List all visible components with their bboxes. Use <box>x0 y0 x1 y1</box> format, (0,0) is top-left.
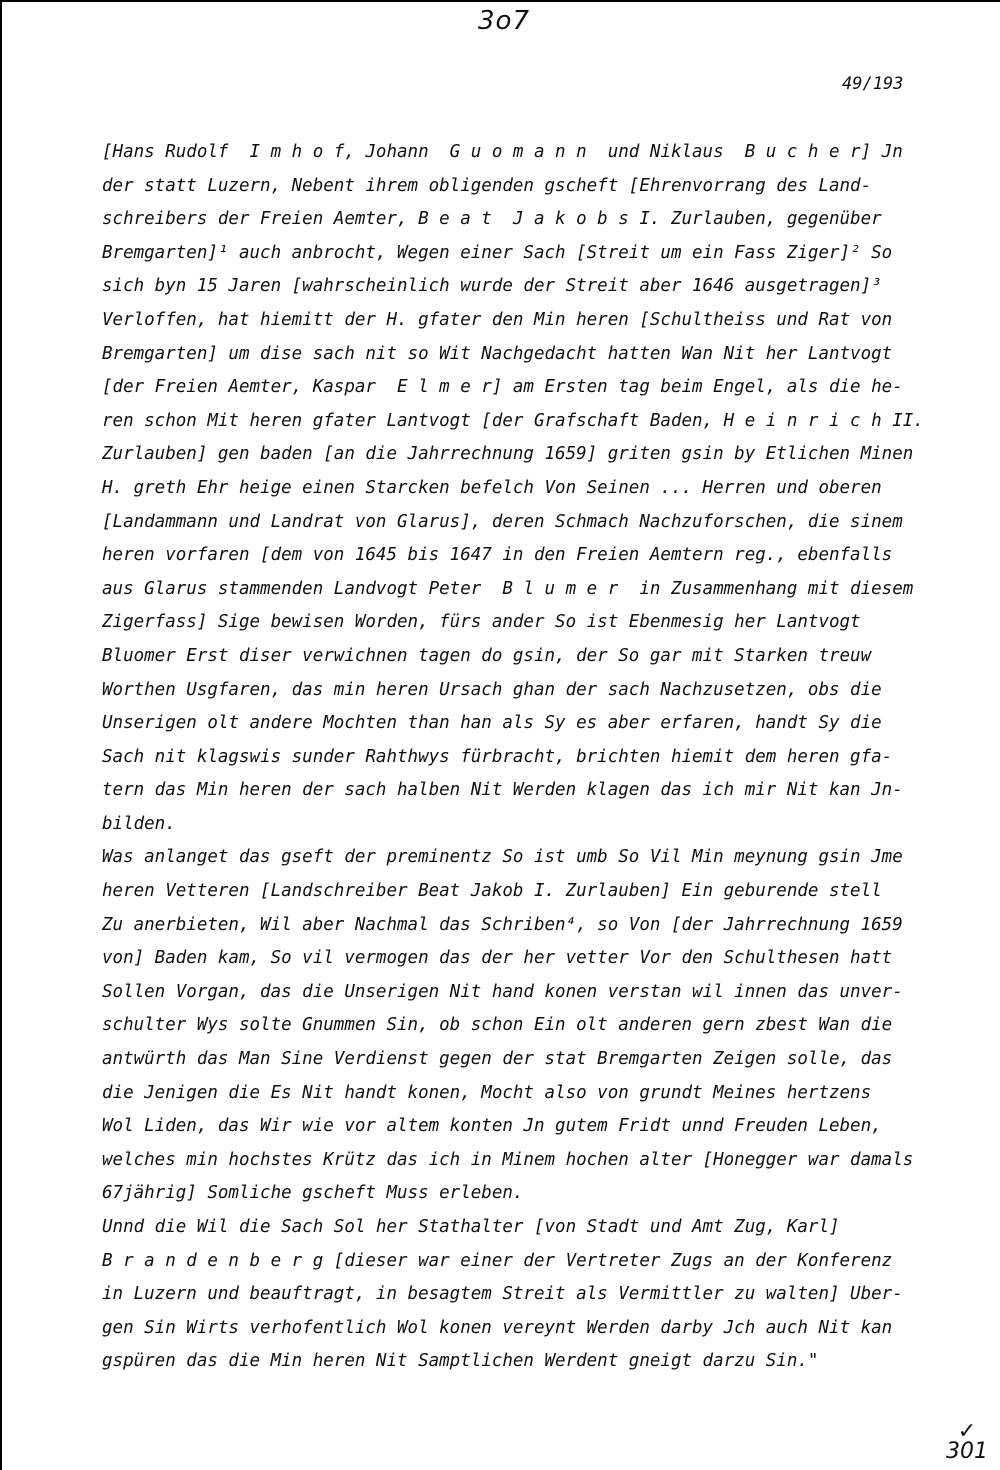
page-stamp <box>946 1419 988 1464</box>
text-line: Wol Liden, das Wir wie vor altem konten Jn gutem Fridt unnd Freuden Leben, <box>102 1116 882 1137</box>
text-line: der statt Luzern, Nebent ihrem obligenden gscheft [Ehrenvorrang des Land- <box>102 175 872 196</box>
text-line: aus Glarus stammenden Landvogt Peter B l u m e r in Zusammenhang mit diesem <box>102 578 914 599</box>
text-line: [Landammann und Landrat von Glarus], deren Schmach Nachzuforschen, die sinem <box>102 511 903 532</box>
text-line: B r a n d e n b e r g [dieser war einer der Vertreter Zugs an der Konferenz <box>102 1250 893 1271</box>
text-line: Sollen Vorgan, das die Unserigen Nit hand konen verstan wil innen das unver- <box>102 981 903 1002</box>
text-line: von] Baden kam, So vil vermogen das der her vetter Vor den Schulthesen hatt <box>102 948 893 969</box>
top-border-line <box>0 0 1000 2</box>
text-line: Sach nit klagswis sunder Rahthwys fürbracht, brichten hiemit dem heren gfa- <box>102 746 893 767</box>
text-line: [der Freien Aemter, Kaspar E l m e r] am Ersten tag beim Engel, als die he- <box>102 377 903 398</box>
text-line: Zigerfass] Sige bewisen Worden, fürs ander So ist Ebenmesig her Lantvogt <box>102 612 861 633</box>
text-line: gspüren das die Min heren Nit Samptlichen Werdent gneigt darzu Sin." <box>102 1351 819 1372</box>
text-line: Bluomer Erst diser verwichnen tagen do gsin, der So gar mit Starken treuw <box>102 645 872 666</box>
archive-number: 3o7 <box>478 6 530 36</box>
text-line: sich byn 15 Jaren [wahrscheinlich wurde der Streit aber 1646 ausgetragen]³ <box>102 276 882 297</box>
text-line: schulter Wys solte Gnummen Sin, ob schon Ein olt anderen gern zbest Wan die <box>102 1015 893 1036</box>
left-border-line <box>0 0 2 1470</box>
text-line: Bremgarten]¹ auch anbrocht, Wegen einer Sach [Streit um ein Fass Ziger]² So <box>102 242 893 263</box>
text-line: Zurlauben] gen baden [an die Jahrrechnung 1659] griten gsin by Etlichen Minen <box>102 444 914 465</box>
text-line: Was anlanget das gseft der preminentz So ist umb So Vil Min meynung gsin Jme <box>102 847 903 868</box>
transcription-body <box>102 136 924 1379</box>
text-line: Verloffen, hat hiemitt der H. gfater den Min heren [Schultheiss und Rat von <box>102 309 893 330</box>
text-line: heren vorfaren [dem von 1645 bis 1647 in den Freien Aemtern reg., ebenfalls <box>102 545 893 566</box>
text-line: 67jährig] Somliche gscheft Muss erleben. <box>102 1183 524 1204</box>
folio-number: 49/193 <box>842 74 904 94</box>
text-line: ren schon Mit heren gfater Lantvogt [der Grafschaft Baden, H e i n r i c h II. <box>102 410 924 431</box>
text-line: antwürth das Man Sine Verdienst gegen der stat Bremgarten Zeigen solle, das <box>102 1049 893 1070</box>
text-line: gen Sin Wirts verhofentlich Wol konen vereynt Werden darby Jch auch Nit kan <box>102 1317 893 1338</box>
text-line: die Jenigen die Es Nit handt konen, Mocht also von grundt Meines hertzens <box>102 1082 872 1103</box>
text-line: [Hans Rudolf I m h o f, Johann G u o m a n n und Niklaus B u c h e r] Jn <box>102 142 903 162</box>
text-line: heren Vetteren [Landschreiber Beat Jakob I. Zurlauben] Ein geburende stell <box>102 881 882 902</box>
text-line: Zu anerbieten, Wil aber Nachmal das Schriben⁴, so Von [der Jahrrechnung 1659 <box>102 914 903 935</box>
text-line: bilden. <box>102 813 176 834</box>
text-line: H. greth Ehr heige einen Starcken befelch Von Seinen ... Herren und oberen <box>102 477 882 498</box>
text-line: in Luzern und beauftragt, in besagtem Streit als Vermittler zu walten] Uber- <box>102 1284 903 1305</box>
text-line: welches min hochstes Krütz das ich in Minem hochen alter [Honegger war damals <box>102 1149 914 1170</box>
stamp-number: 301 <box>946 1439 988 1464</box>
text-line: Worthen Usgfaren, das min heren Ursach ghan der sach Nachzusetzen, obs die <box>102 679 882 700</box>
text-line: schreibers der Freien Aemter, B e a t J a k o b s I. Zurlauben, gegenüber <box>102 209 882 230</box>
check-mark-icon: ✓ <box>957 1419 977 1444</box>
text-line: Unserigen olt andere Mochten than han als Sy es aber erfaren, handt Sy die <box>102 713 882 734</box>
text-line: Unnd die Wil die Sach Sol her Stathalter [von Stadt und Amt Zug, Karl] <box>102 1217 840 1237</box>
text-line: Bremgarten] um dise sach nit so Wit Nachgedacht hatten Wan Nit her Lantvogt <box>102 343 893 364</box>
text-line: tern das Min heren der sach halben Nit Werden klagen das ich mir Nit kan Jn- <box>102 780 903 801</box>
